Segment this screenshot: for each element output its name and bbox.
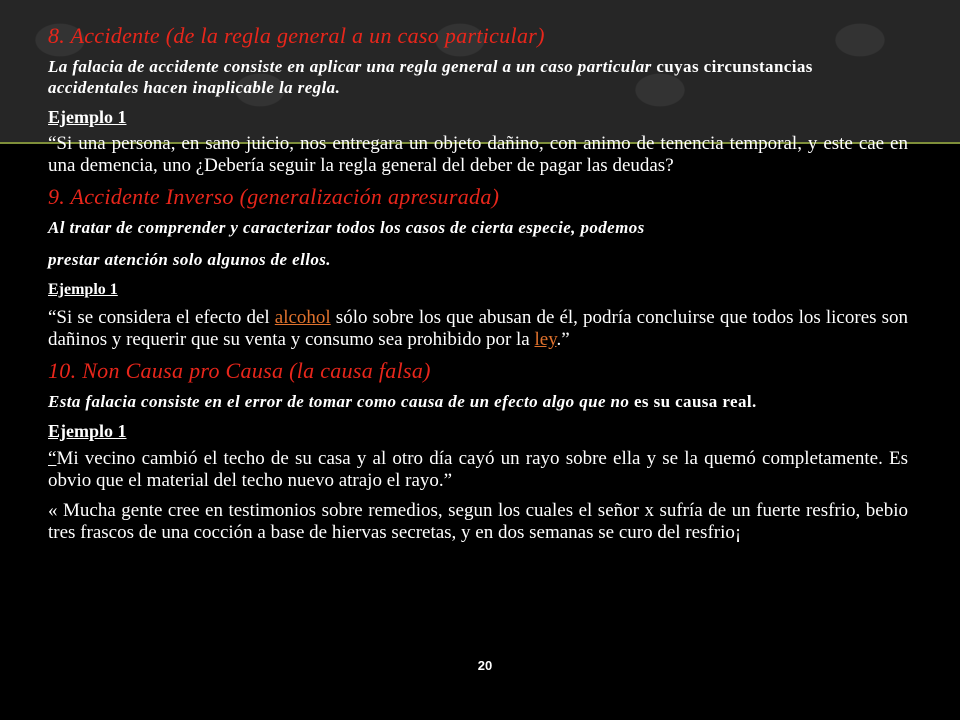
section-10-heading: 10. Non Causa pro Causa (la causa falsa) (48, 358, 431, 383)
section-8-description (48, 56, 908, 98)
opening-quote: “ (48, 448, 57, 469)
alcohol-link[interactable]: alcohol (274, 307, 331, 328)
section-8-example-text: “Si una persona, en sano juicio, nos entregara un objeto dañino, con animo de tenencia temporal, y este cae en una demencia, uno ¿Debería seguir la regla general del deber de pagar las deudas? (48, 133, 908, 176)
section-9-example-text (48, 307, 908, 351)
page-number: 20 (477, 658, 493, 673)
ley-link[interactable]: ley (534, 329, 557, 350)
section-10-desc-part: es su causa real. (629, 392, 757, 411)
slide-content (48, 24, 908, 544)
section-8-desc-part: La falacia de accidente consiste en aplicar una regla general a un caso particular (48, 57, 652, 76)
section-8-desc-part: cuyas circunstancias (651, 57, 813, 76)
section-9-description-line-1: Al tratar de comprender y caracterizar todos los casos de cierta especie, podemos (48, 218, 645, 237)
section-10-example-text (48, 448, 908, 492)
section-9-example-label: Ejemplo 1 (48, 281, 118, 298)
section-9-text-part: .” (556, 329, 570, 350)
section-10-extra-text: « Mucha gente cree en testimonios sobre remedios, segun los cuales el señor x sufría de un fuerte resfrio, bebio tres frascos de una cocción a base de hiervas secretas, y en dos semanas se curo del resfrio¡ (48, 500, 908, 543)
section-8-desc-part: accidentales hacen inaplicable la regla. (48, 78, 341, 97)
section-9-text-part: “Si se considera el efecto del (48, 307, 275, 328)
section-10-desc-part: Esta falacia consiste en el error de tomar como causa de un efecto algo que no (48, 392, 630, 411)
section-8-heading: 8. Accidente (de la regla general a un caso particular) (48, 23, 545, 48)
section-10-description (48, 391, 908, 412)
section-10-text-part: Mi vecino cambió el techo de su casa y al otro día cayó un rayo sobre ella y se la quemó completamente. Es obvio que el material del techo nuevo atrajo el rayo.” (48, 448, 908, 491)
section-9-text-part: sólo sobre los que abusan de él, podría concluirse que todos los licores son dañinos y requerir que su venta y consumo sea prohibido por la (48, 307, 908, 350)
section-8-example-label: Ejemplo 1 (48, 107, 127, 127)
section-9-description-line-2: prestar atención solo algunos de ellos. (48, 250, 331, 269)
section-9-heading: 9. Accidente Inverso (generalización apresurada) (48, 184, 500, 209)
section-10-example-label: Ejemplo 1 (48, 421, 127, 441)
